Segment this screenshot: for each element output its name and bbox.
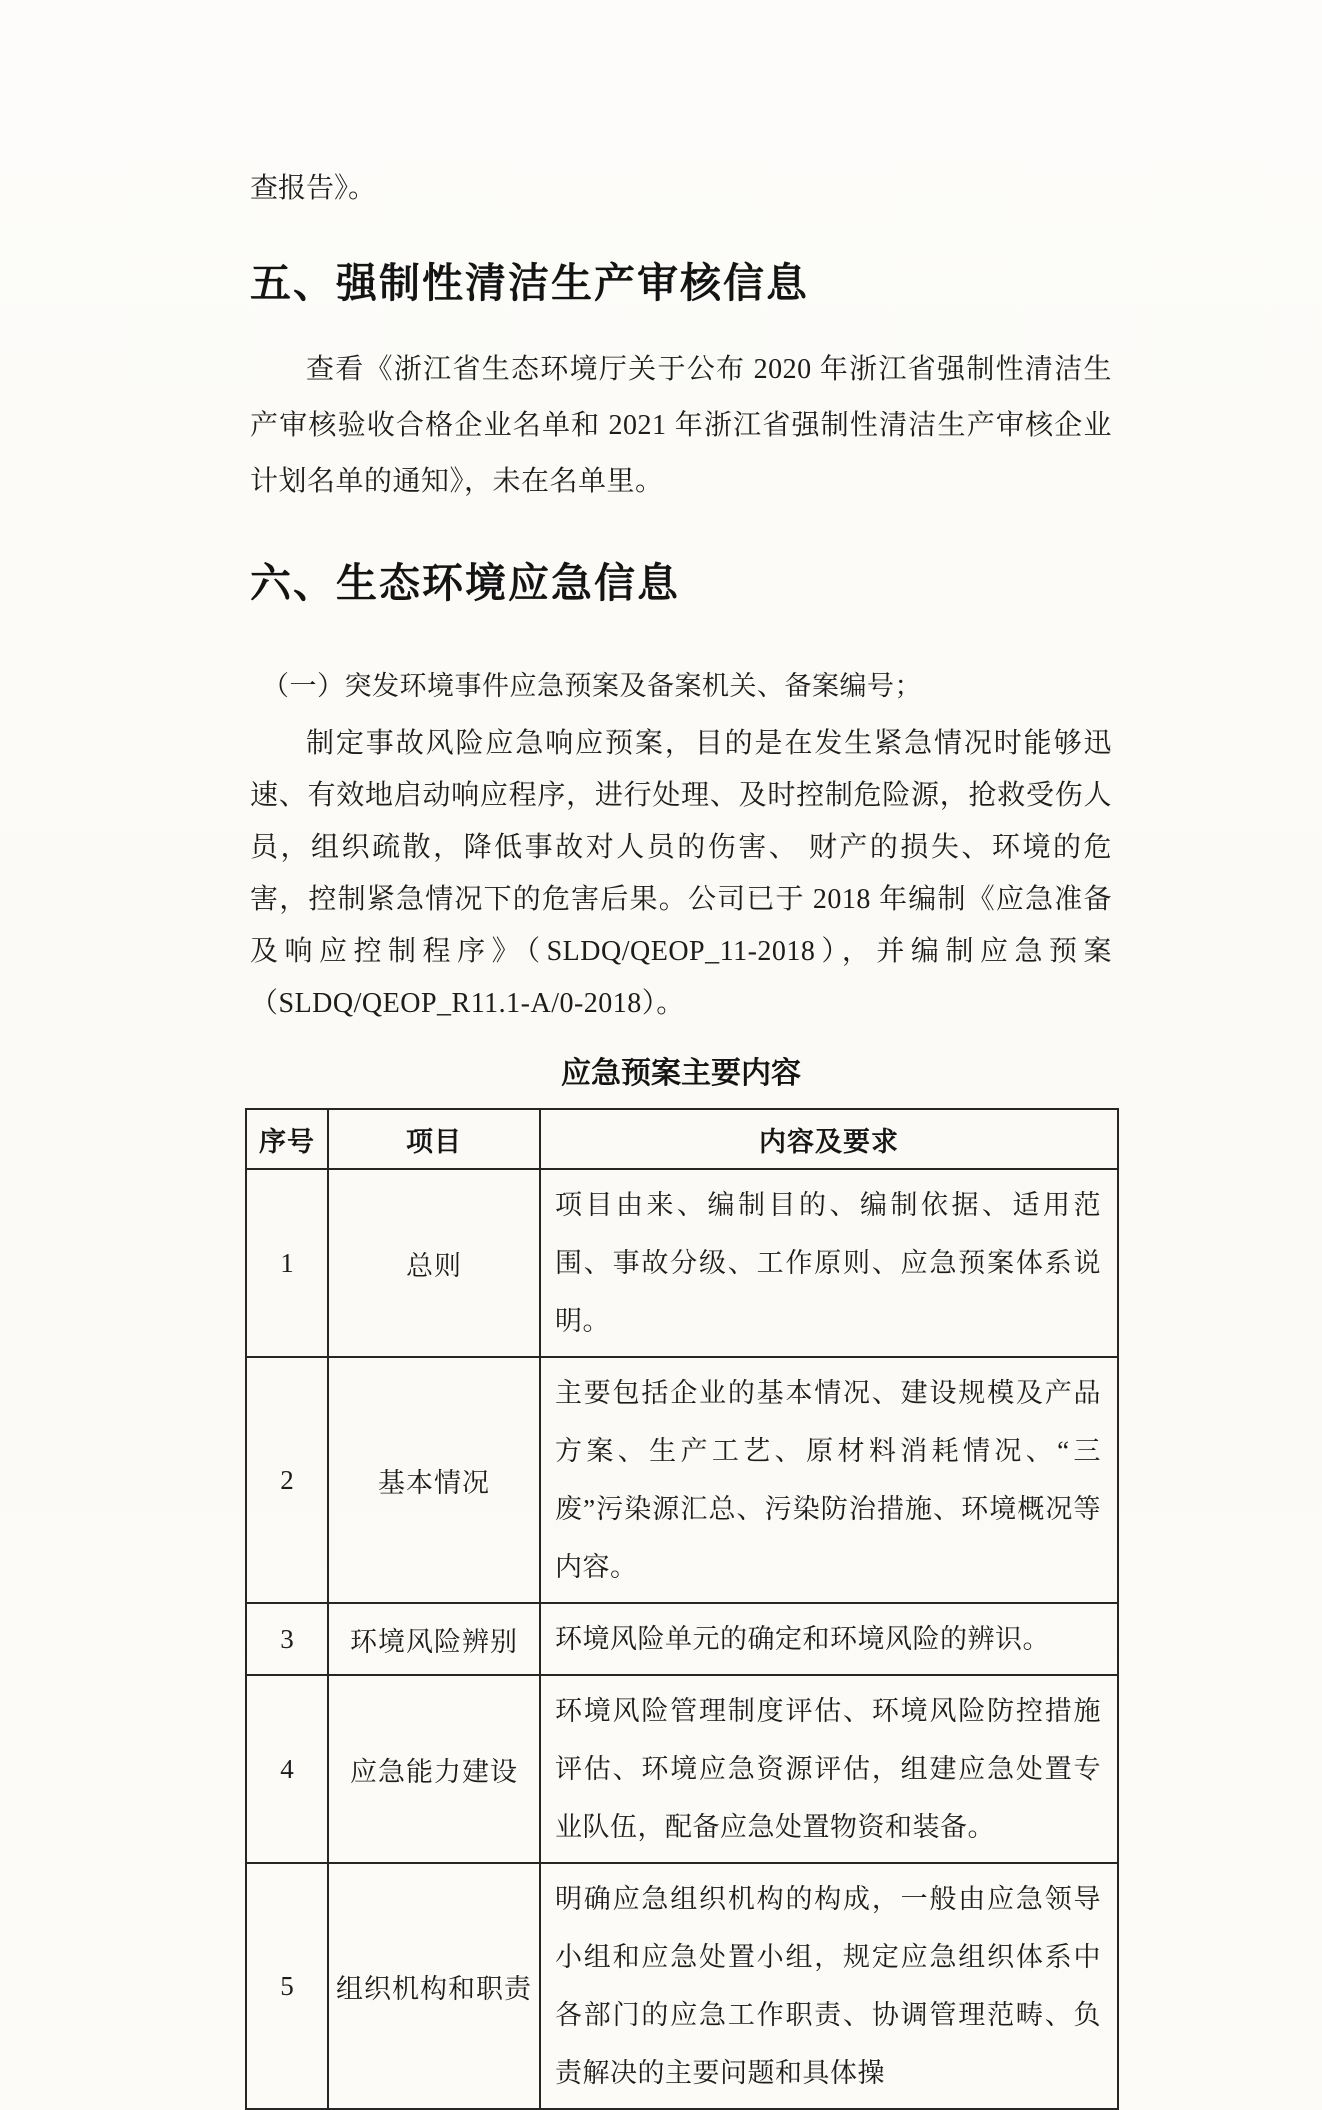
emergency-plan-table [245,1108,1119,2110]
table-header-row [246,1109,1118,1169]
section6-paragraph: 制定事故风险应急响应预案，目的是在发生紧急情况时能够迅速、有效地启动响应程序，进行处理、及时控制危险源，抢救受伤人员，组织疏散，降低事故对人员的伤害、 财产的损失、环境的危害，控制紧急情况下的危害后果。公司已于 2018 年编制《应急准备及响应控制程序》（SLDQ/QEOP_11-2018），并编制应急预案（SLDQ/QEOP_R11.1-A/0-2018）。 [250,728,1112,1019]
section6-item1-label: （一）突发环境事件应急预案及备案机关、备案编号； [262,671,922,701]
row-content: 主要包括企业的基本情况、建设规模及产品方案、生产工艺、原材料消耗情况、“三废”污染源汇总、污染防治措施、环境概况等内容。 [540,1357,1118,1603]
row-no: 1 [246,1169,328,1357]
table-header-no: 序号 [246,1109,328,1169]
row-item: 基本情况 [328,1357,540,1603]
table-row [246,1675,1118,1863]
row-content: 项目由来、编制目的、编制依据、适用范围、事故分级、工作原则、应急预案体系说明。 [540,1169,1118,1357]
page-content [250,168,1112,2110]
row-content: 环境风险单元的确定和环境风险的辨识。 [540,1603,1118,1675]
emergency-plan-table-title: 应急预案主要内容 [561,1057,801,1090]
row-content: 环境风险管理制度评估、环境风险防控措施评估、环境应急资源评估，组建应急处置专业队伍，配备应急处置物资和装备。 [540,1675,1118,1863]
row-item: 总则 [328,1169,540,1357]
row-no: 3 [246,1603,328,1675]
section5-heading: 五、强制性清洁生产审核信息 [250,260,809,306]
section6-heading: 六、生态环境应急信息 [250,560,680,606]
row-item: 环境风险辨别 [328,1603,540,1675]
row-no: 5 [246,1863,328,2109]
table-row [246,1169,1118,1357]
row-item: 应急能力建设 [328,1675,540,1863]
table-header-content: 内容及要求 [540,1109,1118,1169]
row-item: 组织机构和职责 [328,1863,540,2109]
row-no: 2 [246,1357,328,1603]
table-row [246,1357,1118,1603]
table-row [246,1603,1118,1675]
table-row [246,1863,1118,2109]
previous-page-fragment: 查报告》。 [250,173,377,204]
row-no: 4 [246,1675,328,1863]
row-content: 明确应急组织机构的构成，一般由应急领导小组和应急处置小组，规定应急组织体系中各部门的应急工作职责、协调管理范畴、负责解决的主要问题和具体操 [540,1863,1118,2109]
section5-paragraph: 查看《浙江省生态环境厅关于公布 2020 年浙江省强制性清洁生产审核验收合格企业名单和 2021 年浙江省强制性清洁生产审核企业计划名单的通知》，未在名单里。 [250,354,1112,497]
table-header-item: 项目 [328,1109,540,1169]
